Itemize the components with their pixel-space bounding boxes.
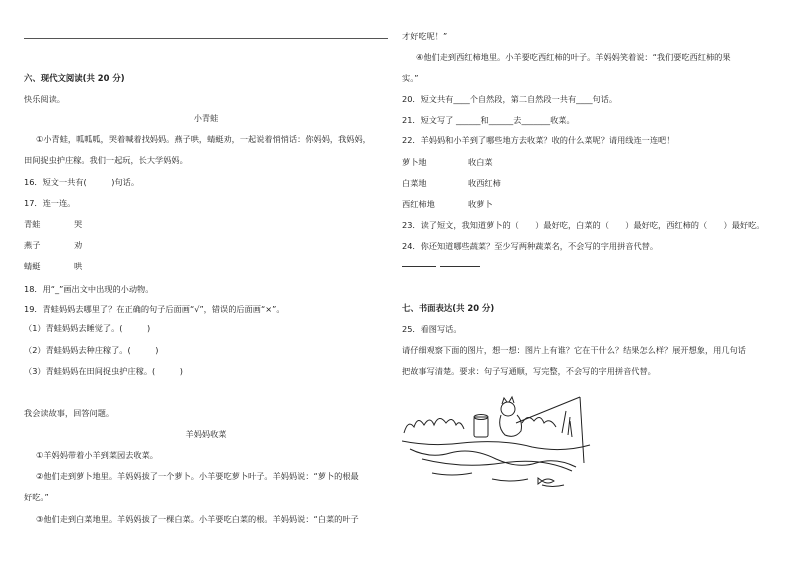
- question-19-2: （2）青蛙妈妈去种庄稼了。( ): [24, 345, 159, 355]
- question-25-requirements: 把故事写清楚。要求：句子写通顺，写完整，不会写的字用拼音代替。: [402, 366, 656, 376]
- story-title: 羊妈妈收菜: [185, 429, 227, 439]
- match-right-item: 哄: [74, 261, 83, 271]
- story-paragraph-3: ③他们走到白菜地里。羊妈妈拔了一棵白菜。小羊要吃白菜的根。羊妈妈说：“白菜的叶子: [36, 514, 359, 524]
- question-24: 24．你还知道哪些蔬菜？至少写两种蔬菜名，不会写的字用拼音代替。: [402, 241, 659, 251]
- story-paragraph-2: ②他们走到萝卜地里。羊妈妈拔了一个萝卜。小羊要吃萝卜叶子。羊妈妈说：“萝卜的根最: [36, 471, 359, 481]
- answer-blank[interactable]: [440, 258, 480, 267]
- poem-title: 小青蛙: [193, 113, 219, 123]
- match-left-item: 蜻蜓: [24, 261, 41, 271]
- veg-harvest: 收萝卜: [468, 199, 493, 209]
- reading1-intro: 快乐阅读。: [24, 94, 65, 104]
- veg-field: 白菜地: [402, 178, 427, 188]
- reading2-intro: 我会读故事，回答问题。: [24, 408, 115, 418]
- question-20: 20．短文共有____个自然段，第二自然段一共有____句话。: [402, 94, 618, 104]
- section-7-title: 七、书面表达(共 20 分): [402, 303, 495, 313]
- veg-harvest: 收西红柿: [468, 178, 501, 188]
- veg-harvest: 收白菜: [468, 157, 493, 167]
- question-18: 18．用“_”画出文中出现的小动物。: [24, 284, 154, 294]
- poem-paragraph-cont: 田间捉虫护庄稼。我们一起玩，长大学妈妈。: [24, 155, 188, 165]
- story-paragraph-1: ①羊妈妈带着小羊到菜园去收菜。: [36, 450, 158, 460]
- answer-blank[interactable]: [402, 258, 436, 267]
- match-right-item: 劝: [74, 240, 83, 250]
- question-17: 17．连一连。: [24, 198, 76, 208]
- match-left-item: 青蛙: [24, 219, 41, 229]
- top-rule: [24, 38, 388, 39]
- question-21: 21．短文写了 ______和______去_______收菜。: [402, 115, 575, 125]
- question-25-instructions: 请仔细观察下面的图片，想一想：图片上有谁？它在干什么？结果怎么样？展开想象，用几句话: [402, 345, 746, 355]
- veg-field: 萝卜地: [402, 157, 427, 167]
- veg-field: 西红柿地: [402, 199, 435, 209]
- question-19-3: （3）青蛙妈妈在田间捉虫护庄稼。( ): [24, 366, 183, 376]
- question-19: 19．青蛙妈妈去哪里了？在正确的句子后面画“√”，错误的后面画“×”。: [24, 304, 285, 314]
- question-23: 23．读了短文，我知道萝卜的（ ）最好吃，白菜的（ ）最好吃，西红柿的（ ）最好吃。: [402, 220, 765, 230]
- story-paragraph-2-cont: 好吃。”: [24, 492, 49, 502]
- poem-paragraph: ①小青蛙，呱呱呱，哭着喊着找妈妈。燕子哄，蜻蜓劝，一起说着悄悄话：你妈妈，我妈妈，: [36, 134, 371, 144]
- question-16: 16．短文一共有( )句话。: [24, 177, 140, 187]
- question-19-1: （1）青蛙妈妈去睡觉了。( ): [24, 323, 151, 333]
- question-22: 22．羊妈妈和小羊到了哪些地方去收菜？收的什么菜呢？请用线连一连吧！: [402, 135, 675, 145]
- section-6-title: 六、现代文阅读(共 20 分): [24, 73, 125, 83]
- question-25: 25．看图写话。: [402, 324, 462, 334]
- story-paragraph-4-cont: 实。”: [402, 73, 419, 83]
- match-right-item: 哭: [74, 219, 83, 229]
- match-left-item: 燕子: [24, 240, 41, 250]
- story-paragraph-3-end: 才好吃呢！”: [402, 31, 448, 41]
- story-paragraph-4: ④他们走到西红柿地里。小羊要吃西红柿的叶子。羊妈妈笑着说：“我们要吃西红柿的果: [416, 52, 731, 62]
- cat-fishing-illustration: [402, 393, 592, 495]
